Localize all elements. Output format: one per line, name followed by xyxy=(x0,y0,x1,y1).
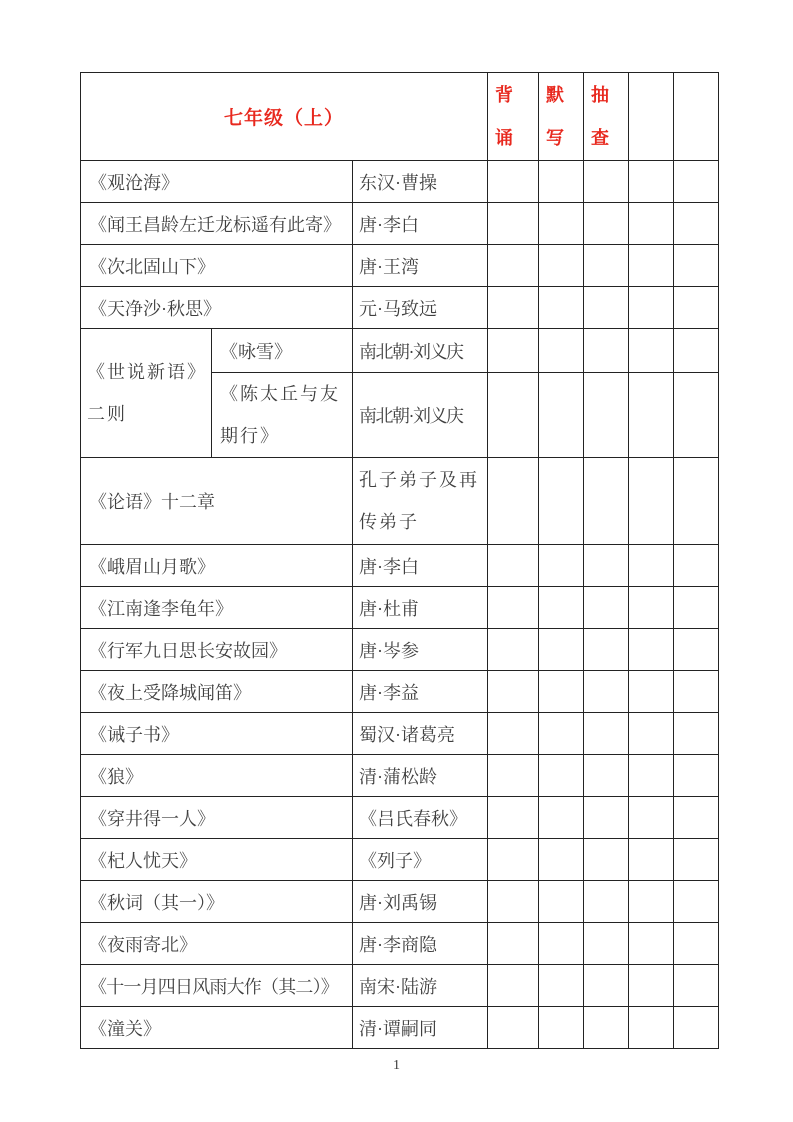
table-row xyxy=(81,713,719,755)
check-cell xyxy=(584,287,629,329)
author-line2: 传弟子 xyxy=(359,512,419,532)
check-cell xyxy=(584,1007,629,1049)
check-cell xyxy=(629,671,674,713)
author-cell: 南北朝·刘义庆 xyxy=(353,329,488,373)
table-row xyxy=(81,458,719,545)
check-cell xyxy=(584,839,629,881)
table-row xyxy=(81,923,719,965)
title-cell: 《潼关》 xyxy=(81,1007,353,1049)
check-cell xyxy=(488,287,539,329)
check-cell xyxy=(674,755,719,797)
check-cell xyxy=(674,839,719,881)
check-cell xyxy=(584,797,629,839)
check-cell xyxy=(674,965,719,1007)
author-cell: 东汉·曹操 xyxy=(353,161,488,203)
title-cell: 《十一月四日风雨大作（其二）》 xyxy=(81,965,353,1007)
header-recite-char2: 诵 xyxy=(495,127,514,148)
check-cell xyxy=(629,587,674,629)
check-cell xyxy=(488,755,539,797)
author-cell: 唐·刘禹锡 xyxy=(353,881,488,923)
author-cell: 唐·岑参 xyxy=(353,629,488,671)
check-cell xyxy=(629,839,674,881)
check-cell xyxy=(629,629,674,671)
check-cell xyxy=(539,373,584,458)
check-cell xyxy=(488,839,539,881)
check-cell xyxy=(584,373,629,458)
group-title-cell xyxy=(81,329,212,458)
check-cell xyxy=(629,965,674,1007)
check-cell xyxy=(539,545,584,587)
header-empty-cell xyxy=(674,73,719,161)
check-cell xyxy=(629,797,674,839)
group-title-line1: 《世说新语》 xyxy=(87,362,207,382)
title-cell: 《闻王昌龄左迁龙标遥有此寄》 xyxy=(81,203,353,245)
table-row xyxy=(81,755,719,797)
header-dictation-cell xyxy=(539,73,584,161)
check-cell xyxy=(488,203,539,245)
check-cell xyxy=(584,671,629,713)
table-row xyxy=(81,203,719,245)
check-cell xyxy=(539,458,584,545)
check-cell xyxy=(629,881,674,923)
check-cell xyxy=(674,671,719,713)
check-cell xyxy=(488,458,539,545)
header-empty-cell xyxy=(629,73,674,161)
author-cell: 唐·王湾 xyxy=(353,245,488,287)
check-cell xyxy=(539,629,584,671)
check-cell xyxy=(539,1007,584,1049)
check-cell xyxy=(539,245,584,287)
author-line1: 孔子弟子及再 xyxy=(359,470,479,490)
check-cell xyxy=(488,373,539,458)
check-cell xyxy=(674,629,719,671)
check-cell xyxy=(629,245,674,287)
check-cell xyxy=(539,881,584,923)
table-row xyxy=(81,1007,719,1049)
table-row xyxy=(81,245,719,287)
table-row xyxy=(81,329,719,373)
title-cell: 《秋词（其一）》 xyxy=(81,881,353,923)
check-cell xyxy=(488,797,539,839)
check-cell xyxy=(629,161,674,203)
author-cell: 南北朝·刘义庆 xyxy=(353,373,488,458)
check-cell xyxy=(584,245,629,287)
title-cell: 《诫子书》 xyxy=(81,713,353,755)
sub-title-cell xyxy=(212,373,353,458)
check-cell xyxy=(539,713,584,755)
check-cell xyxy=(629,373,674,458)
title-cell: 《行军九日思长安故园》 xyxy=(81,629,353,671)
check-cell xyxy=(674,545,719,587)
check-cell xyxy=(539,839,584,881)
check-cell xyxy=(584,203,629,245)
check-cell xyxy=(674,458,719,545)
table-row xyxy=(81,545,719,587)
check-cell xyxy=(629,203,674,245)
check-cell xyxy=(488,245,539,287)
check-cell xyxy=(584,329,629,373)
header-spotcheck-char2: 查 xyxy=(591,127,610,148)
title-cell: 《夜雨寄北》 xyxy=(81,923,353,965)
header-dictation-char1: 默 xyxy=(546,84,565,105)
check-cell xyxy=(629,713,674,755)
check-cell xyxy=(539,671,584,713)
table-row xyxy=(81,587,719,629)
check-cell xyxy=(629,923,674,965)
header-recite-cell xyxy=(488,73,539,161)
check-cell xyxy=(629,287,674,329)
check-cell xyxy=(629,458,674,545)
header-dictation-char2: 写 xyxy=(546,127,565,148)
check-cell xyxy=(584,629,629,671)
check-cell xyxy=(674,203,719,245)
check-cell xyxy=(584,161,629,203)
check-cell xyxy=(539,587,584,629)
check-cell xyxy=(584,713,629,755)
check-cell xyxy=(488,923,539,965)
check-cell xyxy=(674,245,719,287)
author-cell: 唐·李益 xyxy=(353,671,488,713)
check-cell xyxy=(539,203,584,245)
check-cell xyxy=(488,713,539,755)
check-cell xyxy=(584,458,629,545)
table-row xyxy=(81,287,719,329)
author-cell: 《吕氏春秋》 xyxy=(353,797,488,839)
check-cell xyxy=(674,587,719,629)
author-cell xyxy=(353,458,488,545)
check-cell xyxy=(629,755,674,797)
check-cell xyxy=(674,923,719,965)
table-header-row xyxy=(81,73,719,161)
table-row xyxy=(81,881,719,923)
check-cell xyxy=(584,881,629,923)
title-cell: 《杞人忧天》 xyxy=(81,839,353,881)
check-cell xyxy=(539,287,584,329)
check-cell xyxy=(488,329,539,373)
check-cell xyxy=(584,755,629,797)
table-row xyxy=(81,161,719,203)
table-row xyxy=(81,629,719,671)
check-cell xyxy=(629,329,674,373)
check-cell xyxy=(674,881,719,923)
check-cell xyxy=(488,965,539,1007)
title-cell: 《夜上受降城闻笛》 xyxy=(81,671,353,713)
sub-title-line2: 期行》 xyxy=(220,426,280,446)
author-cell: 唐·李白 xyxy=(353,203,488,245)
check-cell xyxy=(539,923,584,965)
check-cell xyxy=(584,923,629,965)
check-cell xyxy=(584,965,629,1007)
check-cell xyxy=(674,1007,719,1049)
check-cell xyxy=(488,629,539,671)
check-cell xyxy=(488,881,539,923)
author-cell: 蜀汉·诸葛亮 xyxy=(353,713,488,755)
grade7-recitation-table xyxy=(80,72,719,1049)
header-recite-char1: 背 xyxy=(495,84,514,105)
title-cell: 《天净沙·秋思》 xyxy=(81,287,353,329)
title-cell: 《狼》 xyxy=(81,755,353,797)
author-cell: 清·蒲松龄 xyxy=(353,755,488,797)
check-cell xyxy=(584,587,629,629)
grade-title-cell: 七年级（上） xyxy=(81,73,488,161)
check-cell xyxy=(674,797,719,839)
title-cell: 《江南逢李龟年》 xyxy=(81,587,353,629)
author-cell: 唐·李白 xyxy=(353,545,488,587)
sub-title-cell: 《咏雪》 xyxy=(212,329,353,373)
author-cell: 清·谭嗣同 xyxy=(353,1007,488,1049)
title-cell: 《穿井得一人》 xyxy=(81,797,353,839)
check-cell xyxy=(539,755,584,797)
check-cell xyxy=(674,329,719,373)
check-cell xyxy=(584,545,629,587)
check-cell xyxy=(488,545,539,587)
table-row xyxy=(81,671,719,713)
author-cell: 《列子》 xyxy=(353,839,488,881)
check-cell xyxy=(488,161,539,203)
check-cell xyxy=(674,373,719,458)
check-cell xyxy=(674,161,719,203)
title-cell: 《观沧海》 xyxy=(81,161,353,203)
check-cell xyxy=(488,1007,539,1049)
sub-title-line1: 《陈太丘与友 xyxy=(220,384,340,404)
check-cell xyxy=(629,545,674,587)
author-cell: 元·马致远 xyxy=(353,287,488,329)
header-spotcheck-cell xyxy=(584,73,629,161)
title-cell: 《峨眉山月歌》 xyxy=(81,545,353,587)
title-cell: 《论语》十二章 xyxy=(81,458,353,545)
table-row xyxy=(81,965,719,1007)
check-cell xyxy=(539,965,584,1007)
author-cell: 南宋·陆游 xyxy=(353,965,488,1007)
check-cell xyxy=(488,587,539,629)
check-cell xyxy=(539,161,584,203)
check-cell xyxy=(539,797,584,839)
check-cell xyxy=(488,671,539,713)
page-number: 1 xyxy=(393,1058,400,1073)
group-title-line2: 二则 xyxy=(87,404,127,424)
author-cell: 唐·杜甫 xyxy=(353,587,488,629)
table-row xyxy=(81,839,719,881)
check-cell xyxy=(674,287,719,329)
check-cell xyxy=(674,713,719,755)
title-cell: 《次北固山下》 xyxy=(81,245,353,287)
check-cell xyxy=(629,1007,674,1049)
table-row xyxy=(81,797,719,839)
header-spotcheck-char1: 抽 xyxy=(591,84,610,105)
author-cell: 唐·李商隐 xyxy=(353,923,488,965)
check-cell xyxy=(539,329,584,373)
